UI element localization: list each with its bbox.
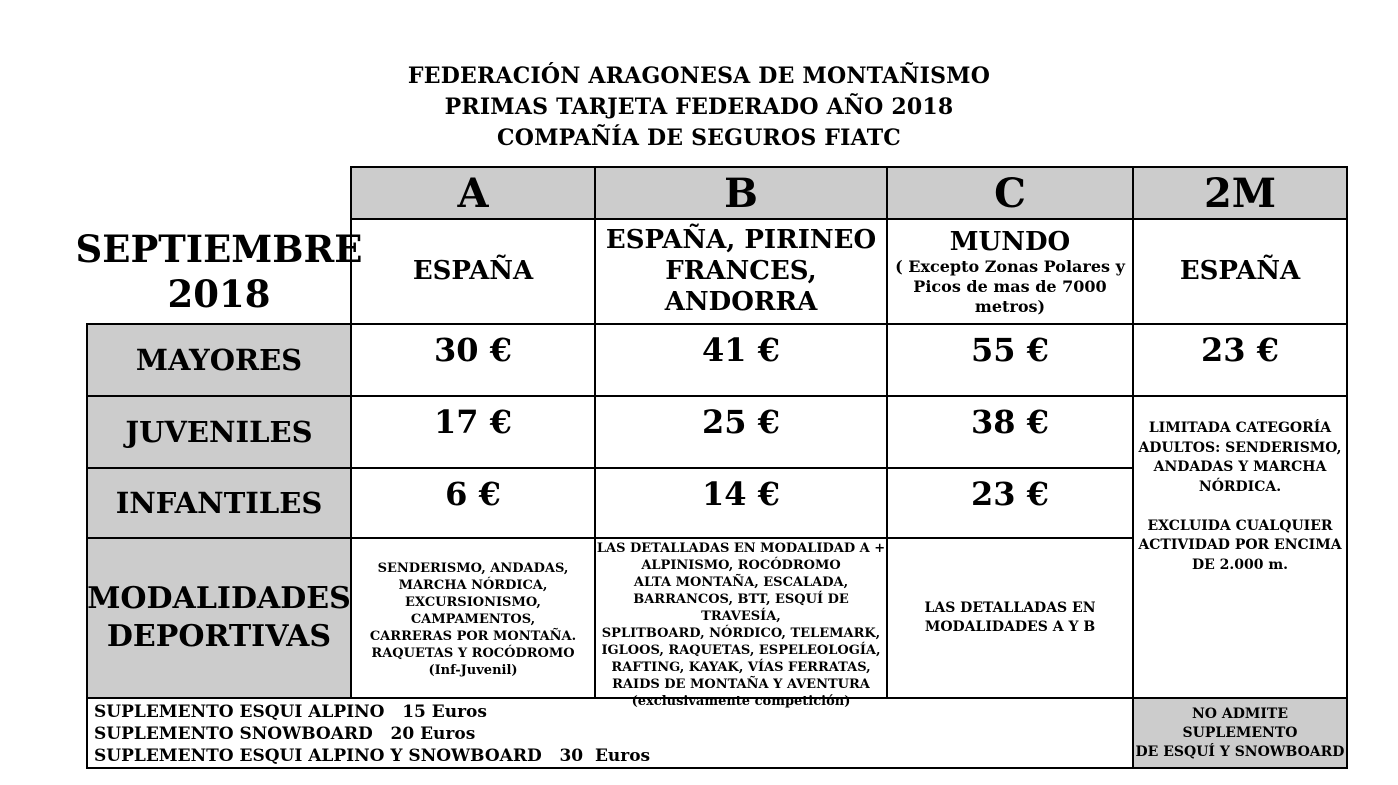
no-supplement-2m: NO ADMITE SUPLEMENTO DE ESQUÍ Y SNOWBOARD	[1132, 697, 1348, 769]
price-infantiles-a: 6 €	[350, 467, 596, 539]
region-b: ESPAÑA, PIRINEO FRANCES, ANDORRA	[594, 218, 888, 325]
row-label-infantiles: INFANTILES	[86, 467, 352, 539]
region-2m: ESPAÑA	[1132, 218, 1348, 325]
premiums-title: PRIMAS TARJETA FEDERADO AÑO 2018	[444, 94, 954, 120]
price-mayores-2m: 23 €	[1132, 323, 1348, 397]
price-juveniles-b: 25 €	[594, 395, 888, 469]
price-juveniles-a: 17 €	[350, 395, 596, 469]
supplement-ski-snowboard: SUPLEMENTO ESQUI ALPINO Y SNOWBOARD 30 Euros	[94, 746, 651, 766]
column-header-2m: 2M	[1132, 166, 1348, 220]
price-juveniles-c: 38 €	[886, 395, 1134, 469]
price-mayores-c: 55 €	[886, 323, 1134, 397]
document-header	[0, 61, 1398, 154]
month-label: SEPTIEMBRE 2018	[75, 226, 363, 316]
row-label-juveniles: JUVENILES	[86, 395, 352, 469]
price-infantiles-b: 14 €	[594, 467, 888, 539]
row-label-mayores: MAYORES	[86, 323, 352, 397]
price-mayores-b: 41 €	[594, 323, 888, 397]
federation-title: FEDERACIÓN ARAGONESA DE MONTAÑISMO	[407, 63, 991, 89]
column-header-a: A	[350, 166, 596, 220]
supplements-cell	[86, 697, 1134, 769]
modalidades-a: SENDERISMO, ANDADAS, MARCHA NÓRDICA, EXCURSIONISMO, CAMPAMENTOS, CARRERAS POR MONTAÑA. RAQUETAS Y ROCÓDROMO (Inf-Juvenil)	[350, 537, 596, 699]
price-mayores-a: 30 €	[350, 323, 596, 397]
region-a: ESPAÑA	[350, 218, 596, 325]
modalidades-b: LAS DETALLADAS EN MODALIDAD A + ALPINISMO, ROCÓDROMO ALTA MONTAÑA, ESCALADA, BARRANCOS, BTT, ESQUÍ DE TRAVESÍA, SPLITBOARD, NÓRDICO, TELEMARK, IGLOOS, RAQUETAS, ESPELEOLOGÍA, RAFTING, KAYAK, VÍAS FERRATAS, RAIDS DE MONTAÑA Y AVENTURA (exclusivamente competición)	[594, 537, 888, 699]
region-c: MUNDO ( Excepto Zonas Polares y Picos de mas de 7000 metros)	[886, 218, 1134, 325]
limitation-2m: LIMITADA CATEGORÍA ADULTOS: SENDERISMO, ANDADAS Y MARCHA NÓRDICA. EXCLUIDA CUALQUIER ACTIVIDAD POR ENCIMA DE 2.000 m.	[1132, 395, 1348, 699]
supplement-snowboard: SUPLEMENTO SNOWBOARD 20 Euros	[94, 724, 476, 744]
price-infantiles-c: 23 €	[886, 467, 1134, 539]
column-header-c: C	[886, 166, 1134, 220]
row-label-modalidades: MODALIDADES DEPORTIVAS	[86, 537, 352, 699]
supplement-ski: SUPLEMENTO ESQUI ALPINO 15 Euros	[94, 702, 487, 722]
column-header-b: B	[594, 166, 888, 220]
insurer-title: COMPAÑÍA DE SEGUROS FIATC	[497, 125, 901, 151]
modalidades-c: LAS DETALLADAS EN MODALIDADES A Y B	[886, 537, 1134, 699]
